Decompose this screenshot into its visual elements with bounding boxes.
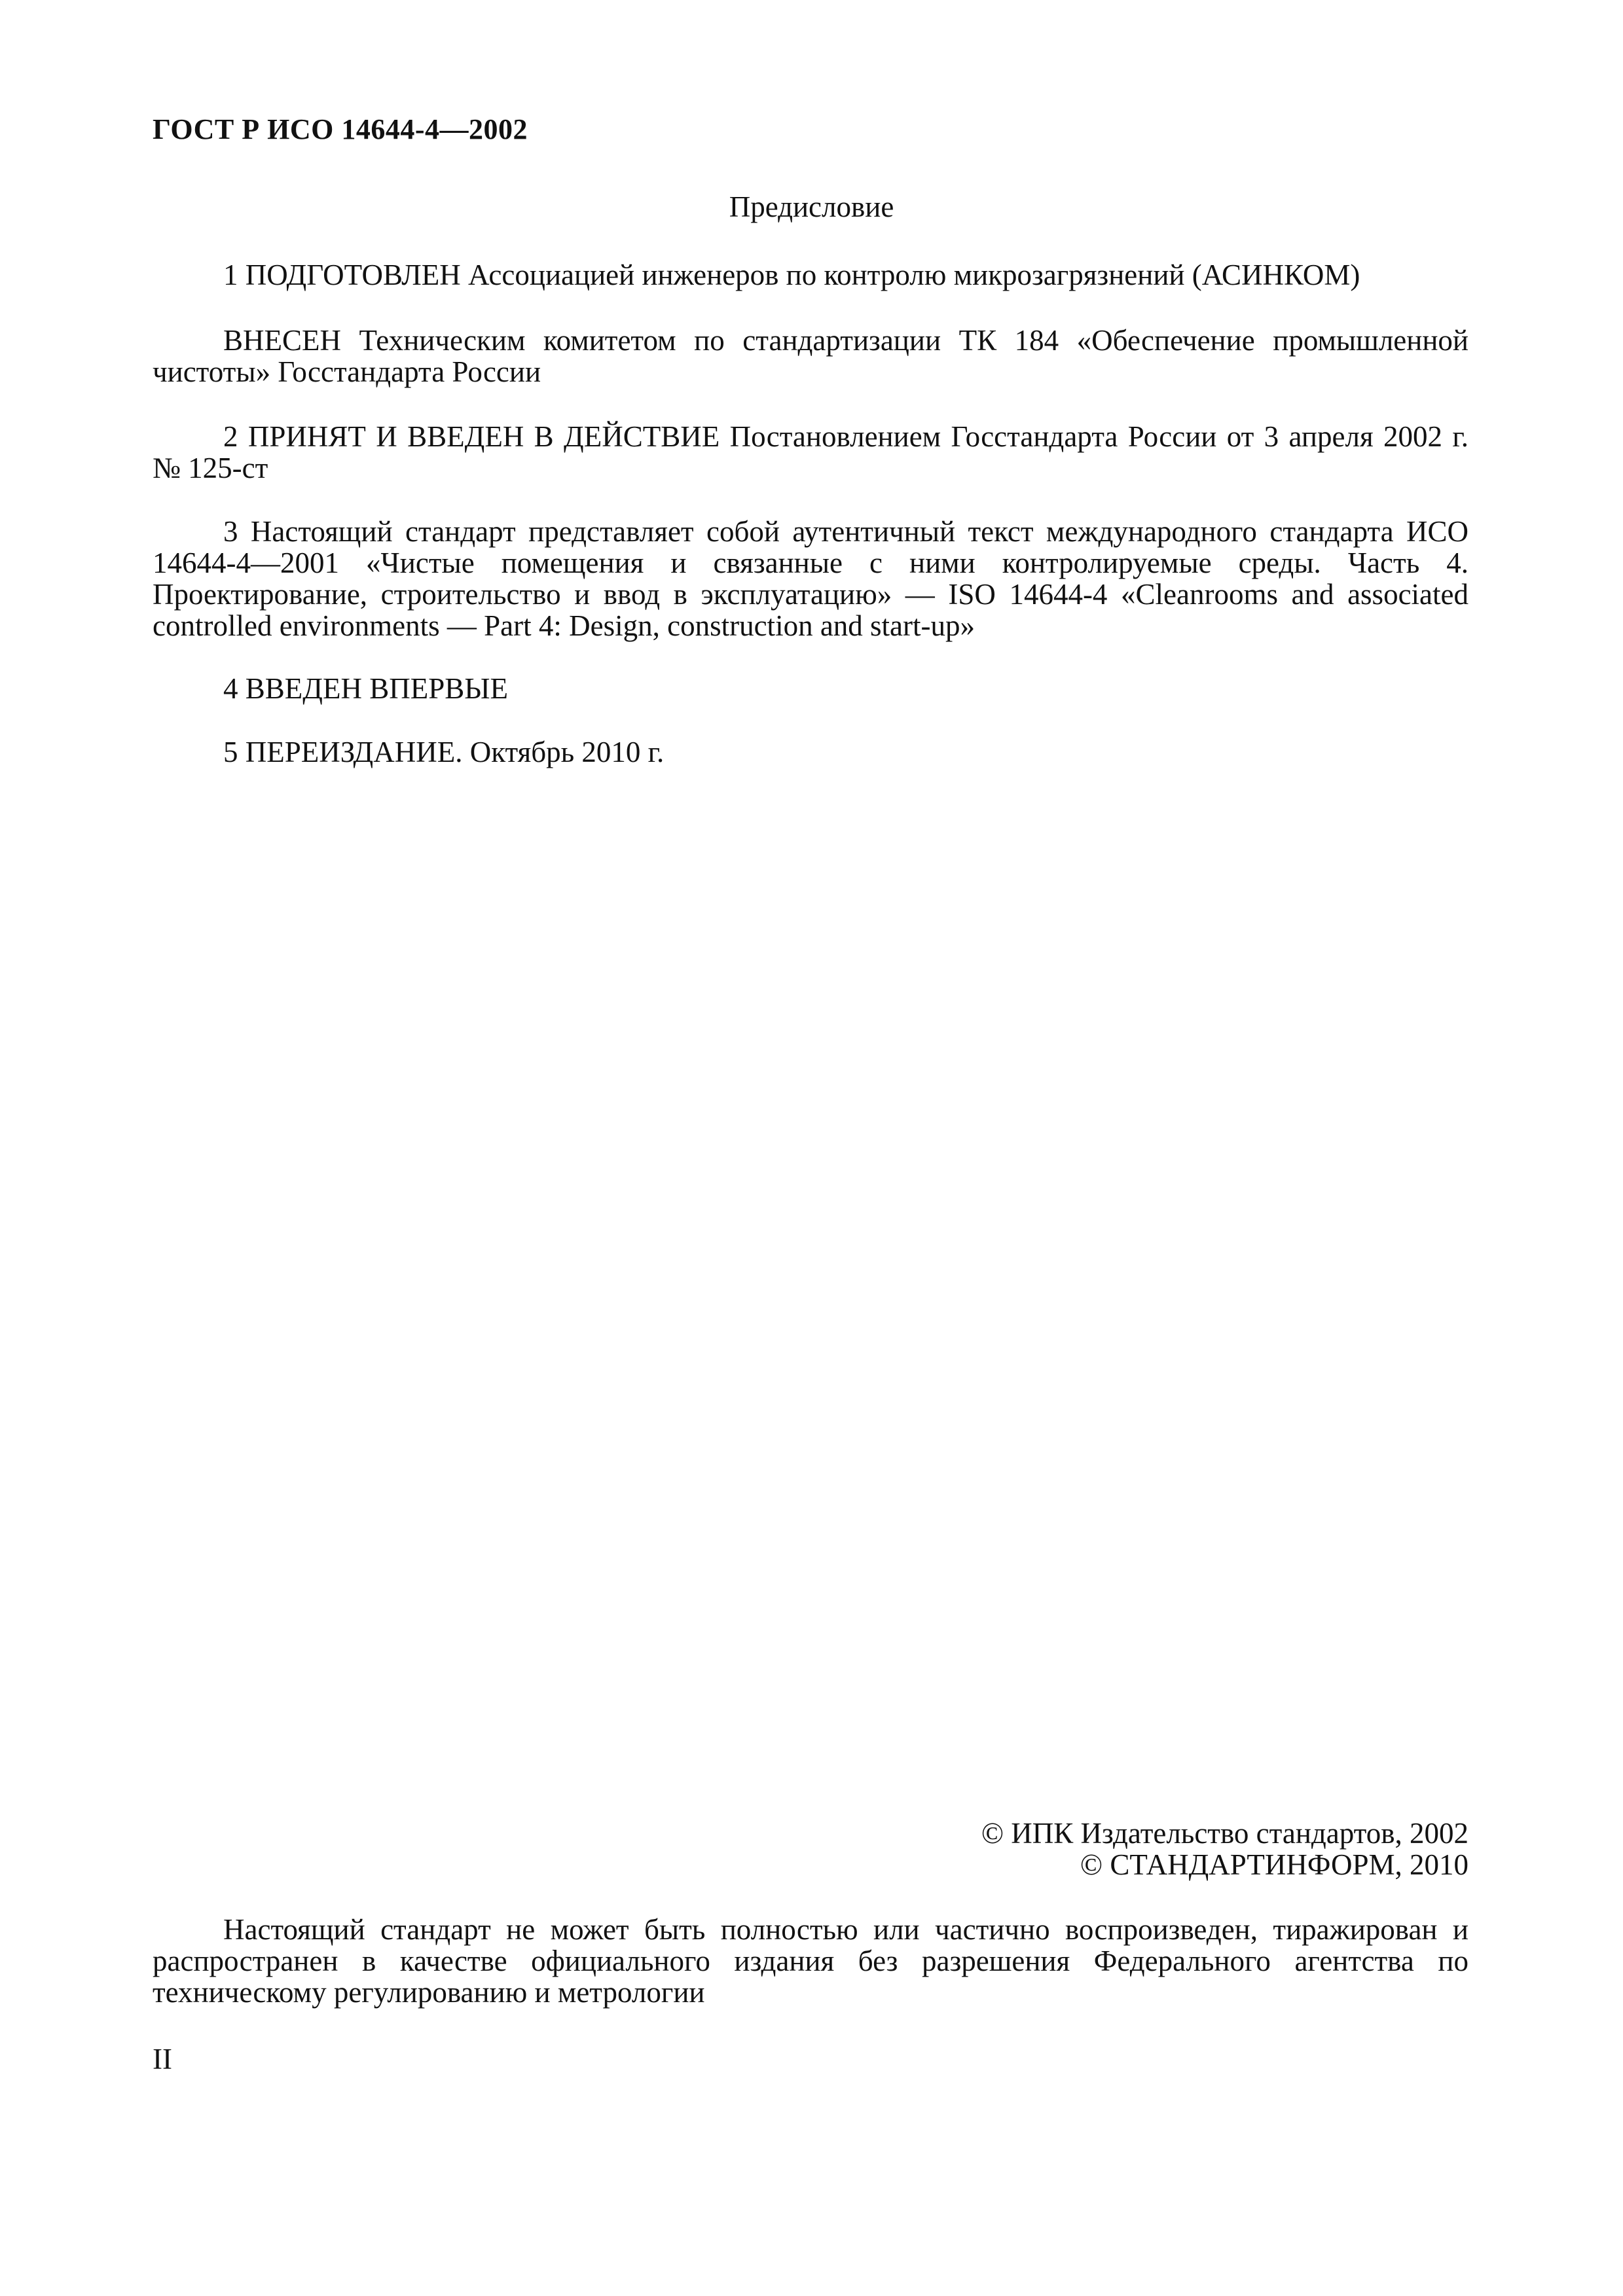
section-5-reissue: 5 ПЕРЕИЗДАНИЕ. Октябрь 2010 г. [223, 736, 665, 768]
reproduction-notice: Настоящий стандарт не может быть полностью или частично воспроизведен, тиражирован и распространен в качестве официального издания без разрешения Федерального агентства по техническому регулированию и метрологии [153, 1913, 1468, 2009]
section-introduced: ВНЕСЕН Техническим комитетом по стандартизации ТК 184 «Обеспечение промышленной чистоты» Госстандарта России [153, 324, 1468, 388]
copyright-line-1: © ИПК Издательство стандартов, 2002 [981, 1817, 1468, 1850]
section-2-adopted: 2 ПРИНЯТ И ВВЕДЕН В ДЕЙСТВИЕ Постановлением Госстандарта России от 3 апреля 2002 г. № 125-ст [153, 420, 1468, 484]
page-title: Предисловие [729, 190, 894, 223]
copyright-line-2: © СТАНДАРТИНФОРМ, 2010 [1080, 1848, 1468, 1881]
section-3-authentic-text: 3 Настоящий стандарт представляет собой аутентичный текст международного стандарта ИСО 14644-4—2001 «Чистые помещения и связанные с ними контролируемые среды. Часть 4. Проектирование, строительство и ввод в эксплуатацию» — ISO 14644-4 «Cleanrooms and associated controlled environments — Part 4: Design, construction and start-up» [153, 515, 1468, 642]
page-number: II [153, 2043, 172, 2075]
section-1-prepared: 1 ПОДГОТОВЛЕН Ассоциацией инженеров по контролю микрозагрязнений (АСИНКОМ) [223, 259, 1360, 291]
section-4-first-introduced: 4 ВВЕДЕН ВПЕРВЫЕ [223, 672, 508, 705]
document-header: ГОСТ Р ИСО 14644-4—2002 [153, 113, 528, 145]
